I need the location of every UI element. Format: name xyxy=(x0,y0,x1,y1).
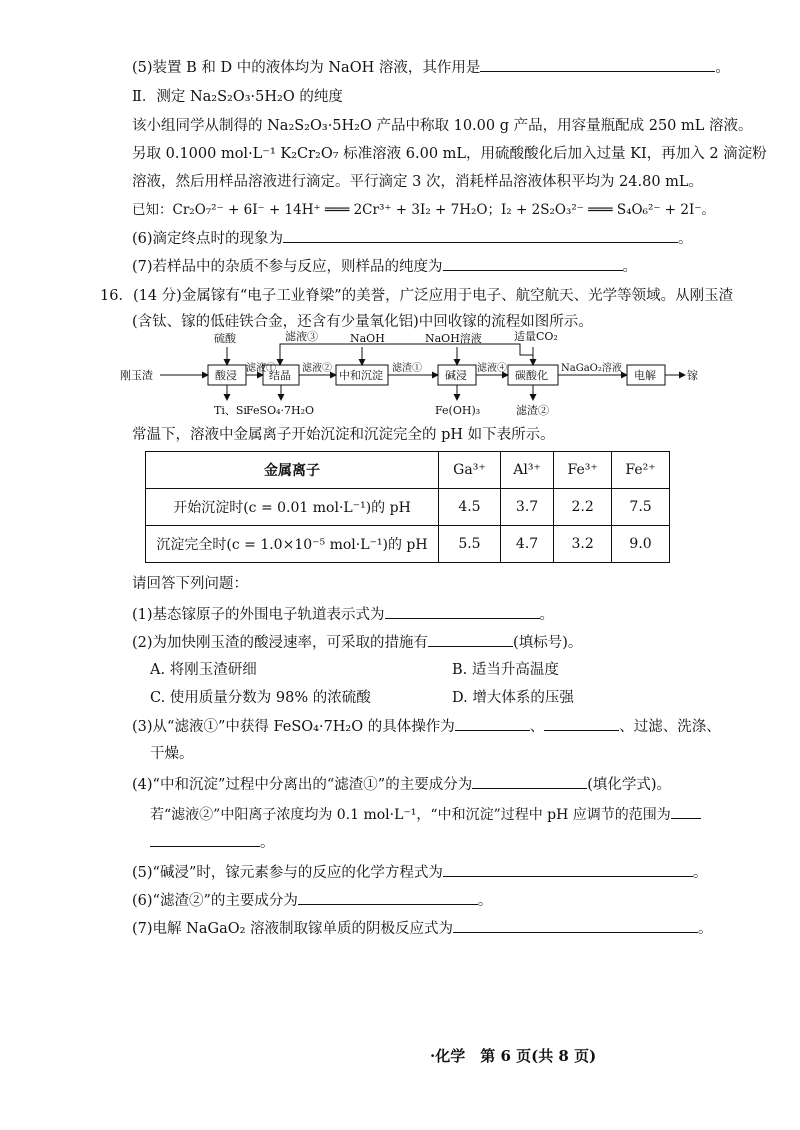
sub-question-1: (1)基态镓原子的外围电子轨道表示式为 。 xyxy=(132,604,554,625)
sub-question-3: (3)从“滤液①”中获得 FeSO₄·7H₂O 的具体操作为 、 、过滤、洗涤、 xyxy=(132,716,721,737)
answer-blank[interactable] xyxy=(443,256,623,271)
question-7: (7)若样品中的杂质不参与反应，则样品的纯度为 。 xyxy=(132,256,637,277)
answer-blank[interactable] xyxy=(472,774,587,789)
table-header-row xyxy=(146,452,670,489)
flow-output: Fe(OH)₃ xyxy=(435,404,481,417)
table-cell: 4.7 xyxy=(500,526,553,563)
paragraph-line: 另取 0.1000 mol·L⁻¹ K₂Cr₂O₇ 标准溶液 6.00 mL，用硫酸酸化后加入过量 KI，再加入 2 滴淀粉 xyxy=(132,146,767,162)
flow-input-acid: 硫酸 xyxy=(214,332,236,345)
flow-arrow-label: 滤液④ xyxy=(477,363,507,374)
sub-question-4-cont: 。 xyxy=(150,832,275,853)
flow-arrow-label: NaGaO₂溶液 xyxy=(561,363,622,374)
answer-blank[interactable] xyxy=(150,832,260,847)
flow-box-crystallize: 结晶 xyxy=(269,369,291,382)
sub-question-7: (7)电解 NaGaO₂ 溶液制取镓单质的阴极反应式为 。 xyxy=(132,918,713,939)
table-header-cell: Fe³⁺ xyxy=(554,452,612,489)
table-cell: 3.2 xyxy=(554,526,612,563)
answer-blank[interactable] xyxy=(443,862,693,877)
option-a: A. 将刚玉渣研细 xyxy=(150,662,257,678)
table-cell: 7.5 xyxy=(612,489,670,526)
flow-arrow-label: 滤液② xyxy=(302,363,332,374)
option-d: D. 增大体系的压强 xyxy=(452,690,574,706)
sub-question-4: (4)“中和沉淀”过程中分离出的“滤渣①”的主要成分为 (填化学式)。 xyxy=(132,774,671,795)
sub-question-4-cont: 若“滤液②”中阳离子浓度均为 0.1 mol·L⁻¹，“中和沉淀”过程中 pH 应调节的范围为 xyxy=(150,804,701,825)
answer-blank[interactable] xyxy=(385,604,540,619)
table-header-cell: 金属离子 xyxy=(146,452,439,489)
flow-recycle-filtrate: 滤液③ xyxy=(285,330,318,343)
flow-raw: 刚玉渣 xyxy=(120,369,153,382)
answer-blank[interactable] xyxy=(428,632,513,647)
sub-question-5: (5)“碱浸”时，镓元素参与的反应的化学方程式为 。 xyxy=(132,862,707,883)
table-row xyxy=(146,489,670,526)
table-cell: 3.7 xyxy=(500,489,553,526)
table-intro: 常温下，溶液中金属离子开始沉淀和沉淀完全的 pH 如下表所示。 xyxy=(132,427,555,443)
answer-blank[interactable] xyxy=(480,57,715,72)
question-16-intro: (含钛、镓的低硅铁合金，还含有少量氧化铝)中回收镓的流程如图所示。 xyxy=(132,314,593,330)
ph-table xyxy=(145,451,670,563)
answer-blank[interactable] xyxy=(455,716,530,731)
table-cell: 2.2 xyxy=(554,489,612,526)
question-6: (6)滴定终点时的现象为 。 xyxy=(132,228,693,249)
process-flowchart xyxy=(120,330,700,418)
flow-box-neutralize: 中和沉淀 xyxy=(339,369,383,382)
table-cell: 9.0 xyxy=(612,526,670,563)
table-cell: 开始沉淀时(c = 0.01 mol·L⁻¹)的 pH xyxy=(146,489,439,526)
section-title: Ⅱ．测定 Na₂S₂O₃·5H₂O 的纯度 xyxy=(132,89,343,105)
flow-arrow-label: 滤渣① xyxy=(392,363,422,374)
table-header-cell: Ga³⁺ xyxy=(439,452,501,489)
answer-blank[interactable] xyxy=(671,804,701,819)
flow-input-naoh-solution: NaOH溶液 xyxy=(425,332,482,345)
sub-question-3-cont: 干燥。 xyxy=(150,746,194,762)
option-b: B. 适当升高温度 xyxy=(452,662,559,678)
answer-blank[interactable] xyxy=(283,228,678,243)
flow-box-electrolysis: 电解 xyxy=(634,369,656,382)
flow-output: 滤渣② xyxy=(516,404,549,417)
table-cell: 沉淀完全时(c = 1.0×10⁻⁵ mol·L⁻¹)的 pH xyxy=(146,526,439,563)
question-16-intro: 16．(14 分)金属镓有“电子工业脊梁”的美誉，广泛应用于电子、航空航天、光学等领域。从刚玉渣 xyxy=(100,288,734,304)
option-c: C. 使用质量分数为 98% 的浓硫酸 xyxy=(150,690,371,706)
sub-question-2: (2)为加快刚玉渣的酸浸速率，可采取的措施有 (填标号)。 xyxy=(132,632,582,653)
flow-output: FeSO₄·7H₂O xyxy=(246,404,315,417)
paragraph-line: 溶液，然后用样品溶液进行滴定。平行滴定 3 次，消耗样品溶液体积平均为 24.80 mL。 xyxy=(132,174,704,190)
flow-arrow-label: 滤液① xyxy=(246,363,276,374)
table-row xyxy=(146,526,670,563)
page-footer: ·化学 第 6 页(共 8 页) xyxy=(430,1047,597,1065)
flow-input-naoh: NaOH xyxy=(350,332,385,345)
table-header-cell: Al³⁺ xyxy=(500,452,553,489)
question-5: (5)装置 B 和 D 中的液体均为 NaOH 溶液，其作用是 。 xyxy=(132,57,730,78)
answer-blank[interactable] xyxy=(544,716,619,731)
table-cell: 5.5 xyxy=(439,526,501,563)
flow-input-co2: 适量CO₂ xyxy=(514,330,558,343)
given-equations: 已知：Cr₂O₇²⁻ + 6I⁻ + 14H⁺ ═══ 2Cr³⁺ + 3I₂ + 7H₂O；I₂ + 2S₂O₃²⁻ ═══ S₄O₆²⁻ + 2I⁻。 xyxy=(132,202,715,218)
flow-box-acid-leach: 酸浸 xyxy=(215,369,237,382)
paragraph-line: 该小组同学从制得的 Na₂S₂O₃·5H₂O 产品中称取 10.00 g 产品，用容量瓶配成 250 mL 溶液。 xyxy=(132,118,753,134)
sub-question-6: (6)“滤渣②”的主要成分为 。 xyxy=(132,890,492,911)
flow-output: Ti、Si xyxy=(214,404,247,417)
flow-product: 镓 xyxy=(687,369,698,382)
flow-box-carbonation: 碳酸化 xyxy=(515,369,548,382)
answer-blank[interactable] xyxy=(453,918,698,933)
table-header-cell: Fe²⁺ xyxy=(612,452,670,489)
answer-blank[interactable] xyxy=(298,890,478,905)
table-cell: 4.5 xyxy=(439,489,501,526)
answer-prompt: 请回答下列问题： xyxy=(132,576,248,592)
flow-box-alkali-leach: 碱浸 xyxy=(445,369,467,382)
